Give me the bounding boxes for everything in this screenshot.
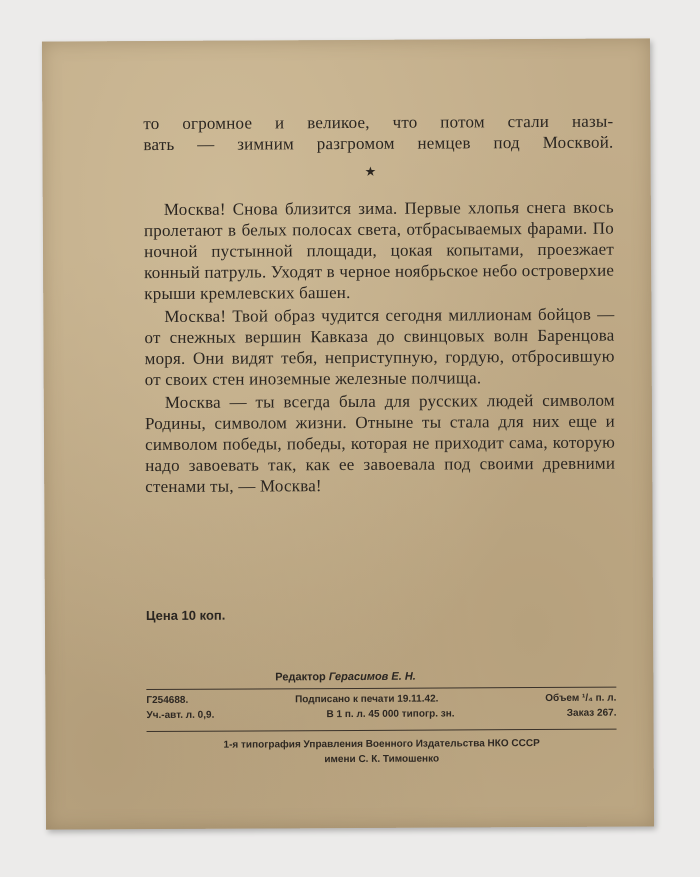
price-label: Цена 10 коп. bbox=[145, 607, 226, 624]
divider bbox=[146, 687, 616, 690]
imprint-cell: Подписано к печати 19.11.42. bbox=[295, 693, 439, 706]
imprint-cell: В 1 п. л. 45 000 типогр. зн. bbox=[326, 708, 455, 721]
imprint-cell: Уч.-авт. л. 0,9. bbox=[146, 709, 215, 722]
imprint-cell: Г254688. bbox=[146, 694, 189, 707]
divider bbox=[147, 729, 617, 732]
editor-label: Редактор bbox=[275, 671, 326, 684]
paragraph: Москва! Снова близится зима. Первые хлопья снега вкось пролетают в белых полосах света, отбрасываемых фарами. По ночной пустынной площади, цокая копытами, проезжает конный патруль. Уходят в черное ноябрьское небо островерхие крыши кремлевских башен. bbox=[143, 197, 615, 304]
printer-line: 1-я типография Управления Военного Издательства НКО СССР bbox=[223, 738, 540, 751]
paragraph: Москва! Твой образ чудится сегодня миллионам бойцов — от снежных вершин Кавказа до свинцовых волн Баренцова моря. Они видят тебя, неприступную, гордую, отбросившую от своих стен иноземные железные полчища. bbox=[144, 304, 615, 390]
editor-name: Герасимов Е. Н. bbox=[328, 670, 416, 684]
editor-line bbox=[275, 671, 416, 684]
separator-star: ★ bbox=[364, 164, 377, 180]
imprint-cell: Объем ¹/₄ п. л. bbox=[545, 692, 617, 704]
text-line: вать — зимним разгромом немцев под Москвой. bbox=[143, 132, 614, 155]
paragraph: Москва — ты всегда была для русских людей символом Родины, символом жизни. Отныне ты стала для них еще и символом победы, победы, которая не приходит сама, которую надо завоевать так, как ее завоевала под своими древними стенами ты, — Москва! bbox=[144, 390, 616, 497]
printer-info bbox=[147, 736, 617, 768]
imprint-cell: Заказ 267. bbox=[566, 707, 617, 719]
main-text bbox=[144, 197, 616, 497]
text-line: то огромное и великое, что потом стали назы- bbox=[143, 111, 614, 134]
imprint-row bbox=[146, 693, 616, 706]
imprint-row bbox=[146, 708, 616, 721]
printer-line: имени С. К. Тимошенко bbox=[324, 753, 440, 766]
book-page bbox=[42, 38, 654, 829]
top-lines bbox=[143, 111, 613, 155]
